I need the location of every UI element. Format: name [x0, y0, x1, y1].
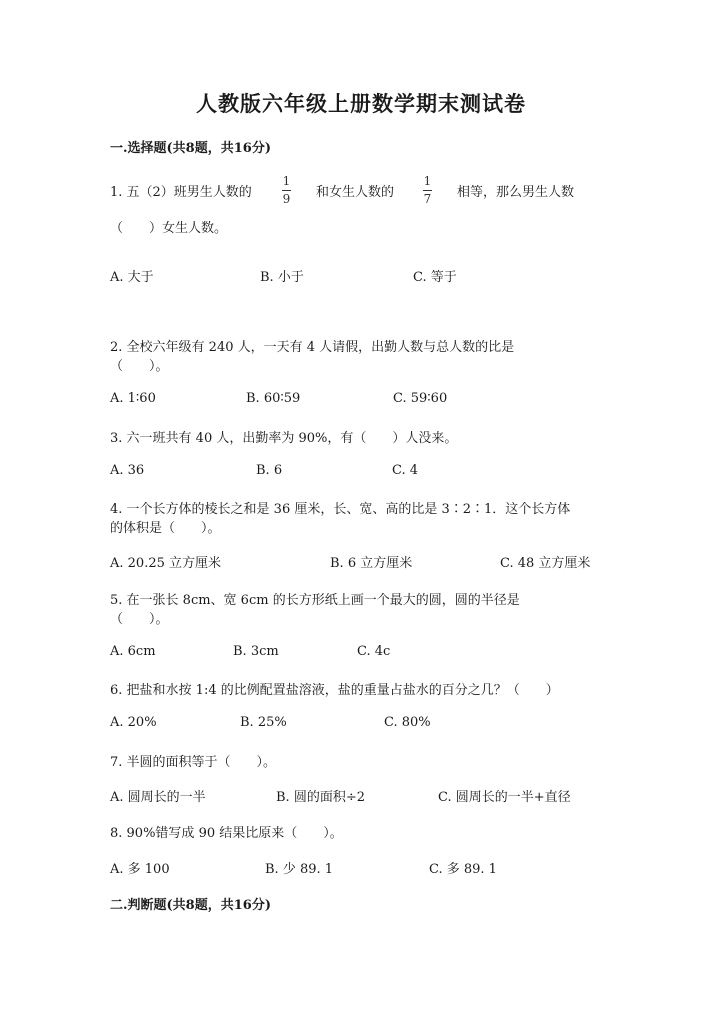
option-a: A. 20.25 立方厘米 — [110, 556, 222, 571]
section-heading-choice: 一.选择题(共8题，共16分) — [110, 141, 271, 156]
option-c: C. 多 89. 1 — [429, 862, 497, 877]
option-b: B. 少 89. 1 — [265, 862, 334, 877]
option-a: A. 大于 — [110, 270, 154, 285]
option-c: C. 等于 — [413, 270, 457, 285]
option-b: B. 圆的面积÷2 — [276, 790, 365, 805]
fraction-denominator: 7 — [423, 192, 432, 206]
fraction-one-ninth — [282, 175, 291, 206]
option-c: C. 4 — [392, 463, 419, 478]
option-b: B. 25% — [240, 715, 287, 730]
fraction-bar — [282, 190, 291, 191]
option-a: A. 6cm — [110, 644, 156, 659]
fraction-bar — [423, 190, 432, 191]
option-a: A. 20% — [110, 715, 157, 730]
fraction-numerator: 1 — [423, 174, 432, 188]
option-b: B. 3cm — [233, 644, 279, 659]
question-8-text: 8. 90%错写成 90 结果比原来（ ）。 — [110, 826, 343, 841]
question-5-text-line2: （ ）。 — [110, 612, 169, 627]
option-a: A. 多 100 — [110, 862, 170, 877]
option-c: C. 48 立方厘米 — [500, 556, 591, 571]
option-a: A. 36 — [110, 463, 145, 478]
fraction-numerator: 1 — [282, 174, 291, 188]
question-2-text-line2: （ ）。 — [110, 359, 169, 374]
question-1-text-c: 相等，那么男生人数 — [457, 185, 575, 200]
option-b: B. 60∶59 — [246, 391, 301, 406]
question-7-text: 7. 半圆的面积等于（ ）。 — [110, 755, 277, 770]
question-1-text-b: 和女生人数的 — [316, 185, 395, 200]
option-a: A. 1∶60 — [110, 391, 156, 406]
option-b: B. 6 立方厘米 — [330, 556, 413, 571]
section-heading-judgement: 二.判断题(共8题，共16分) — [110, 898, 271, 913]
question-4-text: 4. 一个长方体的棱长之和是 36 厘米，长、宽、高的比是 3∶2∶1．这个长方体 — [110, 502, 571, 517]
question-6-text: 6. 把盐和水按 1:4 的比例配置盐溶液，盐的重量占盐水的百分之几？（ ） — [110, 683, 559, 698]
option-a: A. 圆周长的一半 — [110, 790, 206, 805]
option-c: C. 4c — [357, 644, 391, 659]
option-c: C. 圆周长的一半+直径 — [438, 790, 571, 805]
option-b: B. 小于 — [260, 270, 304, 285]
question-1-text-a: 1. 五（2）班男生人数的 — [110, 185, 252, 200]
question-2-text: 2. 全校六年级有 240 人，一天有 4 人请假，出勤人数与总人数的比是 — [110, 340, 515, 355]
option-c: C. 80% — [384, 715, 431, 730]
option-c: C. 59∶60 — [393, 391, 448, 406]
question-1-text-line2: （ ）女生人数。 — [110, 221, 228, 236]
question-3-text: 3. 六一班共有 40 人，出勤率为 90%，有（ ）人没来。 — [110, 431, 458, 446]
question-4-text-line2: 的体积是（ ）。 — [110, 521, 221, 536]
fraction-denominator: 9 — [282, 192, 291, 206]
fraction-one-seventh — [423, 175, 432, 206]
question-5-text: 5. 在一张长 8cm、宽 6cm 的长方形纸上画一个最大的圆，圆的半径是 — [110, 593, 520, 608]
option-b: B. 6 — [256, 463, 283, 478]
page-title: 人教版六年级上册数学期末测试卷 — [196, 91, 526, 116]
